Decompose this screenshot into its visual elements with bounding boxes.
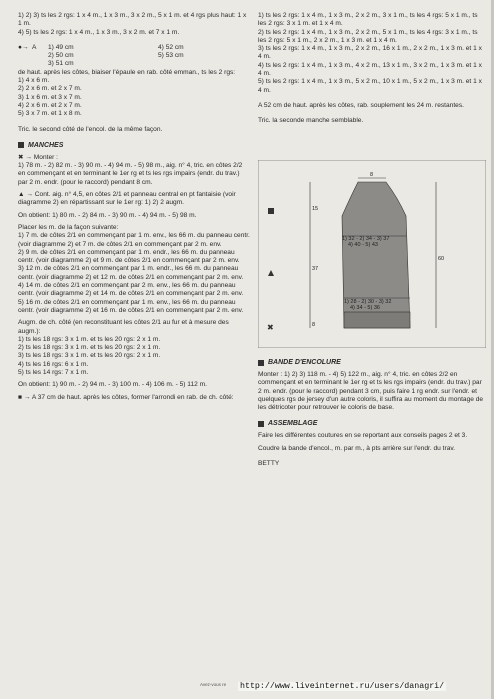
manches-line: 1) 78 m. - 2) 82 m. - 3) 90 m. - 4) 94 m. - 5) 98 m., aig. n° 4, tric. en côtes 2/2 en commençant et en terminant le 1er rg et ts les rgs impairs (endr. du trav.) par 2 m. endr. (pour le raccord) pendant 8 cm. (18, 162, 243, 186)
manches-line: 1) ts les 18 rgs: 3 x 1 m. et ts les 20 rgs: 2 x 1 m. (18, 335, 161, 343)
total-height-label: 60 (438, 256, 445, 262)
sleeve-diagram (258, 160, 486, 348)
manches-line: On obtient: 1) 80 m. - 2) 84 m. - 3) 90 m. - 4) 94 m. - 5) 98 m. (18, 211, 197, 219)
size-line: 5) 3 x 7 m. et 1 x 8 m. (18, 110, 82, 118)
right-top-line: 3) ts les 2 rgs: 1 x 4 m., 1 x 3 m., 2 x 2 m., 16 x 1 m., 2 x 2 m., 1 x 3 m. et 1 x 4 m. (258, 45, 482, 61)
rib-height-label: 8 (312, 322, 316, 328)
manches-line: 2) 9 m. de côtes 2/1 en commençant par 1 m. endr., les 66 m. du panneau centr. (voir diagramme 2) et 9 m. de côtes 2/1 en commençant par 2 m. env. (18, 248, 240, 265)
manches-line: ■ → A 37 cm de haut. après les côtes, former l'arrondi en rab. de ch. côté: (18, 393, 234, 401)
top-width-label: 8 (370, 172, 374, 178)
assemblage-line: Faire les différentes coutures en se reportant aux conseils pages 2 et 3. (258, 432, 468, 440)
manches-line: 2) ts les 18 rgs: 3 x 1 m. et ts les 20 rgs: 2 x 1 m. (18, 344, 161, 352)
footer-text: Avez-vous re (200, 682, 227, 687)
manches-line: 1) 7 m. de côtes 2/1 en commençant par 1 m. env., les 66 m. du panneau centr. (voir diagramme 2) et 7 m. de côtes 2/1 en commençant par 2 m. env. (18, 232, 250, 248)
body-height-label: 37 (312, 266, 319, 272)
right-top-line: 4) ts les 2 rgs: 1 x 4 m., 1 x 3 m., 4 x 2 m., 13 x 1 m., 3 x 2 m., 1 x 3 m. et 1 x 4 m. (258, 61, 482, 78)
size-cell: 1) 49 cm (48, 43, 74, 51)
cross-marker-icon: ✖ (267, 323, 274, 332)
signature: BETTY (258, 460, 280, 468)
bande-text: Monter : 1) 2) 3) 118 m. - 4) 5) 122 m., aig. n° 4, tric. en côtes 2/2 en commençant et en terminant le 1er rg et ts les rgs impairs (endr. du trav.) par 2 m. endr. (pour le raccord) pendant 3 cm, puis faire 1 rg endr. sur l'endr. et quelques rgs de jersey d'un autre coloris, il suffira au moment du montage de les détricoter pour retrouver le coloris de base. (258, 371, 484, 412)
size-line: 2) 2 x 6 m. et 2 x 7 m. (18, 85, 82, 93)
manches-line: ▲ → Cont. aig. n° 4,5, en côtes 2/1 et panneau central en pt fantaisie (voir diagramme 2) en répartissant sur le 1er rg: 1) 2) 2 augm. (18, 191, 236, 207)
size-line: 4) 2 x 6 m. et 2 x 7 m. (18, 101, 82, 109)
size-cell: 2) 50 cm (48, 52, 74, 60)
tric-second-text: Tric. le second côté de l'encol. de la même façon. (18, 125, 163, 133)
square-bullet-icon (258, 421, 264, 427)
upper-sizes-label: 1) 32 - 2) 34 - 3) 37 (342, 236, 390, 242)
right-top-line: 2) ts les 2 rgs: 1 x 4 m., 1 x 3 m., 2 x 2 m., 5 x 1 m., ts les 4 rgs: 3 x 1 m., ts les 2 rgs: 5 x 1 m., 2 x 2 m., 1 x 3 m. et 1 x 4 m. (258, 28, 478, 44)
manches-line: Augm. de ch. côté (en reconstituant les côtes 2/1 au fur et à mesure des augm.): (18, 319, 229, 335)
lower-sizes-label-2: 4) 34 - 5) 36 (350, 305, 380, 311)
manches-line: 5) ts les 14 rgs: 7 x 1 m. (18, 368, 89, 376)
square-bullet-icon (18, 142, 24, 148)
right-top-line: 1) ts les 2 rgs: 1 x 4 m., 1 x 3 m., 2 x 2 m., 3 x 1 m., ts les 4 rgs: 5 x 1 m., ts les 2 rgs: 3 x 1 m. et 1 x 4 m. (258, 12, 478, 28)
circle-arrow-icon: ●→ (18, 43, 29, 51)
size-line: 3) 1 x 6 m. et 3 x 7 m. (18, 93, 82, 101)
manches-line: 3) ts les 18 rgs: 3 x 1 m. et ts les 20 rgs: 2 x 1 m. (18, 352, 161, 360)
size-cell: 3) 51 cm (48, 60, 74, 68)
size-line: 1) 4 x 6 m. (18, 77, 50, 85)
manches-line: Placer les m. de la façon suivante: (18, 223, 119, 231)
bande-heading: BANDE D'ENCOLURE (258, 358, 484, 367)
upper-sizes-label-2: 4) 40 - 5) 43 (348, 242, 378, 248)
intro-line-2: 4) 5) ts les 2 rgs: 1 x 4 m., 1 x 3 m., 3 x 2 m. et 7 x 1 m. (18, 28, 180, 36)
right-column-lower (258, 358, 484, 468)
sizes-table (18, 44, 250, 69)
manches-line: On obtient: 1) 90 m. - 2) 94 m. - 3) 100 m. - 4) 106 m. - 5) 112 m. (18, 381, 207, 389)
assemblage-heading: ASSEMBLAGE (258, 419, 484, 428)
square-marker-icon (268, 208, 274, 214)
manches-line: 4) 14 m. de côtes 2/1 en commençant par 2 m. env., les 66 m. du panneau centr. (voir diagramme 2) et 14 m. de côtes 2/1 en commençant par 2 m. env. (18, 282, 244, 298)
assemblage-line: Coudre la bande d'encol., m. par m., à pts arrière sur l'endr. du trav. (258, 444, 456, 452)
cap-height-label: 15 (312, 206, 319, 212)
left-column (18, 12, 250, 402)
a52-text: A 52 cm de haut. après les côtes, rab. souplement les 24 m. restantes. (258, 101, 464, 109)
right-column (258, 12, 484, 126)
sizes-label: A (32, 43, 37, 51)
intro-line-1: 1) 2) 3) ts les 2 rgs: 1 x 4 m., 1 x 3 m., 3 x 2 m., 5 x 1 m. et 4 rgs plus haut: 1 x 1 m. (18, 12, 247, 28)
square-bullet-icon (258, 360, 264, 366)
manches-line: ✖ → Monter : (18, 153, 58, 161)
source-url[interactable]: http://www.liveinternet.ru/users/danagri/ (240, 682, 445, 691)
size-cell: 4) 52 cm (158, 43, 184, 51)
manches-line: 5) 16 m. de côtes 2/1 en commençant par 1 m. env., les 66 m. du panneau centr. (voir diagramme 2) et 16 m. de côtes 2/1 en commençant par 2 m. env. (18, 298, 244, 314)
right-top-line: 5) ts les 2 rgs: 1 x 4 m., 1 x 3 m., 5 x 2 m., 10 x 1 m., 5 x 2 m., 1 x 3 m. et 1 x 4 m. (258, 78, 482, 94)
after-sizes-text: de haut. après les côtes, biaiser l'épaule en rab. côté emman., ts les 2 rgs: (18, 68, 236, 76)
size-cell: 5) 53 cm (158, 52, 184, 60)
manches-line: 3) 12 m. de côtes 2/1 en commençant par 1 m. endr., les 66 m. du panneau centr. (voir diagramme 2) et 12 m. de côtes 2/1 en commençant par 2 m. env. (18, 265, 244, 281)
lower-sizes-label: 1) 28 - 2) 30 - 3) 32 (344, 299, 392, 305)
triangle-marker-icon (268, 270, 274, 276)
tric-second-sleeve: Tric. la seconde manche semblable. (258, 117, 364, 125)
manches-heading: MANCHES (18, 141, 250, 150)
manches-line: 4) ts les 16 rgs: 6 x 1 m. (18, 360, 89, 368)
rib-band (344, 312, 410, 328)
